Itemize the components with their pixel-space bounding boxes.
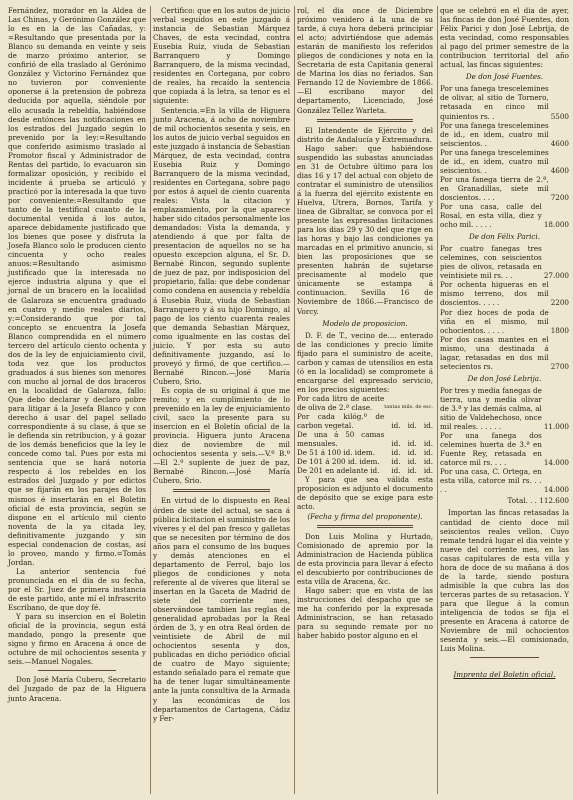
finca-description: Por una casa, C. Ortega, en esta villa, catorce mil rs. . . . .	[440, 467, 542, 495]
signature-note: (Fecha y firma del proponente).	[307, 511, 423, 521]
table-cell: id.	[423, 466, 433, 476]
table-row	[297, 412, 433, 430]
table-cell: id.	[391, 421, 401, 431]
table-cell: id.	[407, 448, 417, 458]
model-heading: Modelo de proposicion.	[322, 318, 408, 328]
intendant-header: El Intendente de Ejército y del distrito de Andalucía y Extremadura.	[297, 125, 433, 144]
finca-value: 4600	[550, 165, 569, 175]
finca-description: Por una fanega trescelemines de id., en idem, cuatro mil seiscientos. .	[440, 120, 549, 148]
finca-entry	[440, 244, 569, 280]
divider	[173, 489, 270, 492]
table-cell: id.	[423, 457, 433, 467]
finca-entry	[440, 431, 569, 467]
table-cell: id.	[407, 439, 417, 449]
finca-description: Por diez hoces de poda de viña en el mismo, mil ochocientos. . . . .	[440, 307, 549, 335]
finca-value: 2200	[550, 298, 569, 308]
table-row-label: Por cada litro de aceite de oliva de 2.ª clase.	[297, 393, 385, 412]
finca-value: 2700	[550, 361, 569, 371]
finca-description: Por una casa, calle del Rosal, en esta villa, diez y ocho mil. . . . .	[440, 201, 542, 230]
table-cell: id.	[407, 466, 417, 476]
total-value: 112.600	[539, 496, 569, 506]
finca-entry	[440, 308, 569, 335]
table-row	[297, 394, 433, 412]
table-row	[297, 466, 433, 475]
fincas-intro: que se celebró en el dia de ayer, las fincas de don José Fuentes, don Félix Parici y don José Lebrija, de esta vecindad, como responsables al pago del primer semestre de la contribucion territorial del año actual, las fincas siguientes:	[440, 6, 569, 70]
judgment-text: Sentencia.=En la villa de Higuera junto Aracena, á ocho de noviembre de mil ochocientos sesenta y seis, en los autos de juicio verbal seguidos en este juzgado á instancia de Sebastian Márquez, de esta vecindad, contra Eusebia Ruiz y Domingo Barranquero de la misma vecindad, residentes en Cortegana, sobre pago por estos á aquel de ciento cuarenta reales: Vista la citacion y emplazamiento, por la que aparece haber sido citados personalmente los demandados: Vista la demanda, y atendiendo á que por falta de presentacion de aquellos no se ha opuesto excepcion alguna, el Sr. D. Bernabé Rincon, segundo suplente de juez de paz, por indisposicion del propietario, falla: que debe condenar como condena en ausencia y rebeldía á Eusebia Ruiz, viuda de Sebastian Barranquero y á su hijo Domingo, al pago de los ciento cuarenta reales que demanda Sebastian Márquez, como igualmente en las costas del juicio. Y por esta su auto definitivamente juzgando, así lo proveyó y firmó, de que certifico.—Bernabé Rincon.—José María Cubero, Srio.	[153, 105, 290, 386]
copy-text: Es copia de su original á que me remito; y en cumplimiento de lo prevenido en la ley de enjuiciamiento civil, saco la presente para su insercion en el Boletín oficial de la provincia. Higuera junto Aracena diez de noviembre de mil ochocientos sesenta y seis.—V.º B.º —El 2.º suplente de juez de paz, Bernabé Rincon.—José María Cubero, Srio.	[153, 385, 290, 486]
table-row-label: De 101 á 200 id. idem.	[297, 457, 380, 467]
commissioner-notice: Hago saber: que en vista de las instrucciones del despacho que se me ha conferido por la expresada Administracion, se han retasado para su segundo remate por no haber habido postor alguno en el	[297, 585, 433, 641]
sentence-text: Fernández, morador en la Aldea de Las Chinas, y Gerónimo González que lo es en la de las Cañadas, y: =Resultando que presentada por la Blanco su demanda en veinte y seis de marzo próximo anterior, se confirió de ella traslado al Gerónimo González y Victorino Fernández que no tuvieron por conveniente oponerse á la pretension de pobreza deducida por aquella, siéndole por ello acusada la rebeldía, habiéndose desde entónces las notificaciones en los estrados del Juzgado según lo prevenido por la ley:=Resultando que conferido asimismo traslado al Promotor fiscal y Administrador de Rentas del partido, lo evacuaron sin formalizar oposición, y recibido el incidente á prueba se articuló y practicó por la interesada la que tuvo por conveniente:=Resultando que tanto de la testifical cuanto de la documental venida á los autos, aparece debidamente justificado que los bienes que posee y disfruta la Josefa Blanco solo le producen ciento cincuenta y ocho reales anuos:=Resultando asimismo justificado que la interesada no ejerce industria alguna y que el jornal de un bracero en la localidad de Galaroza se encuentra graduado en cuatro y medio reales diarios, y:=Considerando que por tal concepto se encuentra la Josefa Blanco comprendida en el número tercero del artículo ciento ochenta y dos de la ley de enjuiciamiento civil, toda vez que los productos graduados á sus bienes son menores con mucho al jornal de dos braceros en la localidad de Galaroza, fallo: Que debo declarar y declaro pobre para litigar á la Josefa Blanco y con derecho á usar del papel sellado correspondiente á su clase, á que se le defienda sin retribucion, y á gozar de los demás beneficios que la ley le concede como tal. Pues por esta mi sentencia que se hará notoria respecto á los rebeldes en los estrados del Juzgado y por edictos que se fijarán en los parajes de los mismos é insertarán en el Boletin oficial de esta provincia, según se dispone en el artículo mil ciento noventa de la ya citada ley, definitivamente juzgando y sin especial condenacion de costas, así lo proveo, mando y firmo.=Tomás Jordan.	[8, 6, 146, 567]
column-3	[294, 6, 435, 794]
finca-value: 4600	[550, 138, 569, 148]
finca-entry	[440, 175, 569, 202]
price-table	[297, 394, 433, 475]
intendant-notice: Hago saber: que habiéndose suspendido las subastas anunciadas en 31 de Octubre último para los dias 16 y 17 del actual con objeto de contratar el suministro de utensilios á la fuerza del ejército existente en Huelva, Utrera, Bornos, Tarifa y linea de Gibraltar, se convoca por el presente las expresadas licitaciones para los dias 29 y 30 del que rige en las horas y bajo las condiciones ya marcadas en el primitivo anuncio, si bien las proposiciones que se presenten habrán de sujetarse precisamente al modelo que únicamente se estampa á continuacion. Sevilla 16 de Noviembre de 1866.—Francisco de Vorcy.	[297, 143, 433, 316]
entries-fuentes	[440, 84, 569, 229]
insertion-text: Y para su insercion en el Boletin oficial de la provincia, segun está mandado, pongo la presente que signo y firmo en Aracena á once de octubre de mil ochocientos sesenta y seis.—Manuel Nogales.	[8, 612, 146, 667]
finca-value: 18.000	[543, 220, 569, 230]
finca-entry	[440, 148, 569, 175]
table-row-note: tantas mils. de esc.	[384, 403, 433, 410]
finca-entry	[440, 386, 569, 431]
column-1	[6, 6, 148, 794]
model-text: D. F. de T., vecino de.... enterado de las condiciones y precio límite fijado para el suministro de aceite, carbon y camas de utensilios en esta (ó en la localidad) se compromete á encargarse del expresado servicio, en los precios siguientes:	[297, 330, 433, 394]
divider	[38, 670, 116, 671]
table-cell: id.	[391, 448, 401, 458]
finca-description: Por ochenta higueras en el mismo terreno, dos mil doscientos. . . . .	[440, 280, 549, 308]
printer-footer: Imprenta del Boletin oficial.	[453, 670, 556, 680]
owner-heading: De don José Lebrija.	[467, 373, 542, 383]
entries-lebrija	[440, 386, 569, 495]
owner-heading: De don Félix Parici.	[468, 232, 541, 242]
pronouncement-text: La anterior sentencia fué pronunciada en el dia de su fecha, por el Sr. Juez de primera instancia de este partido, ante mí el infrascrito Escribano, de que doy fé.	[8, 566, 146, 613]
finca-entry	[440, 202, 569, 229]
table-row	[297, 457, 433, 466]
auction-continuation: rol, el dia once de Diciembre próximo venidero á la una de su tarde, á cuya hora deberá principiar el acto; advirtiéndose que además estarán de manifiesto los referidos pliegos de condiciones y nota en la Secretaria de esta Capitania general de Marina los dias no feriados. San Fernando 12 de Noviembre de 1866.—El escribano mayor del departamento, Licenciado, José González Tellez Warleta.	[297, 6, 433, 115]
finca-value: 27.000	[543, 271, 569, 281]
finca-description: Por una fanega trescelemines de id., en idem, cuatro mil seiscientos. .	[440, 147, 549, 175]
table-cell: id.	[391, 457, 401, 467]
finca-description: Por cuatro fanegas tres celemines, con seiscientos pies de olivos, retasada en veintisiete mil rs. . .	[440, 244, 542, 281]
total-line	[440, 496, 569, 505]
finca-description: Por una fanega tierra de 2.ª, en Granadillas, siete mil doscientos. . . .	[440, 174, 549, 202]
supply-auction-text: En virtud de lo dispuesto en Real órden de siete del actual, se saca á pública licitacion el suministro de los víveres y el del pan fresco y galletas que se necesiten por término de dos años para el consumo de los buques y demás atenciones en el departamento de Ferrol, bajo los pliegos de condiciones y nota referente al de víveres que literal se insertan en la Gaceta de Madrid de siete del corriente mes, observándose tambien las reglas de generalidad aprobadas por la Real órden de 3, y en otra Real órden de veintisiete de Abril de mil ochocientos sesenta y dos, publicadas en dicho periódico oficial de cuatro de Mayo siguiente; estando señalado para el remate que ha de tener lugar simultáneamente ante la junta consultiva de la Armada y las económicas de los departamentos de Cartagena, Cádiz y Fer-	[153, 496, 290, 723]
finca-value: 7200	[550, 192, 569, 202]
table-cell: id.	[423, 421, 433, 431]
finca-entry	[440, 280, 569, 307]
finca-value: 14.000	[543, 485, 569, 495]
table-cell: id.	[407, 421, 417, 431]
table-row-label: De 201 en adelante id.	[297, 466, 380, 476]
divider	[317, 525, 413, 528]
closing-text: Importan las fincas retasadas la cantidad de ciento doce mil seiscientos reales vellon. Cuyo remate tendrá lugar el dia veinte y nueve del corriente mes, en las casas capitulares de esta villa y hora de doce de su mañana á dos de la tarde, siendo postura admisible la que cubra las dos terceras partes de su retasacion. Y para que llegue á la comun inteligencia de todos se fija el presente en Aracena á catorce de Noviembre de mil ochocientos sesenta y seis.—El comisionado, Luis Molina.	[440, 508, 569, 654]
table-cell: id.	[391, 466, 401, 476]
table-cell: id.	[407, 457, 417, 467]
column-2	[150, 6, 292, 794]
finca-description: Por una fanega dos celemines huerta de 3.ª en Fuente Rey, retasada en catorce mil rs. . . .	[440, 431, 542, 468]
finca-value: 14.000	[543, 458, 569, 468]
divider	[317, 119, 413, 122]
table-cell: id.	[391, 439, 401, 449]
finca-value: 11.000	[543, 422, 569, 432]
finca-entry	[440, 335, 569, 371]
finca-entry	[440, 121, 569, 148]
finca-description: Por tres y media fanegas de tierra, una y media olivar de 3.ª y las demás calma, al sitio de Valdehechoso, once mil reales. . . . . .	[440, 385, 542, 432]
table-cell: id.	[423, 448, 433, 458]
table-row	[297, 430, 433, 448]
commissioner-header: Don Luis Molina y Hurtado, Comisionado de apremio por la Administracion de Hacienda pública de esta provincia para llevar á efecto el descubierto por contribuciones de esta villa de Aracena, &c.	[297, 531, 433, 586]
finca-description: Por una fanega trescelemines de olivar, al sitio de Tornero, retasada en cinco mil quinientos rs. .	[440, 84, 549, 121]
table-cell: id.	[423, 439, 433, 449]
finca-value: 5500	[550, 111, 569, 121]
finca-value: 1800	[550, 325, 569, 335]
table-row-label: De 51 á 100 id. idem.	[297, 448, 376, 458]
certifier-header: Don José María Cubero, Secretario del Juzgado de paz de la Higuera junto Aracena.	[8, 675, 146, 703]
finca-description: Por dos casas mantes en el mismo, una destinada á lagar, retasadas en dos mil setecientos rs.	[440, 334, 549, 371]
table-row-label: Por cada kilóg.º de carbon vegetal.	[297, 412, 385, 431]
certification-text: Certifico: que en los autos de juicio verbal seguidos en este juzgado á instancia de Sebastian Márquez Chaves, de esta vecindad, contra Eusebia Ruiz, viuda de Sebastian Barranquero y Domingo Barranquero, de la misma vecindad, residentes en Cortegana, por cobro de reales, ha recaído la sentencia que copiada á la letra, sa tenor es el siguiente:	[153, 6, 290, 106]
column-4	[437, 6, 571, 794]
table-row-label: De una á 50 camas mensuales.	[297, 430, 385, 449]
owner-heading: De don José Fuentes.	[465, 72, 544, 82]
table-row	[297, 448, 433, 457]
entries-parici	[440, 244, 569, 371]
total-label: Total. . .	[507, 496, 537, 506]
finca-entry	[440, 467, 569, 494]
validity-text: Y para que sea válida esta proposicion es adjunto el documento de depósito que se exige para este acto.	[297, 475, 433, 512]
finca-entry	[440, 84, 569, 120]
divider	[470, 657, 539, 658]
